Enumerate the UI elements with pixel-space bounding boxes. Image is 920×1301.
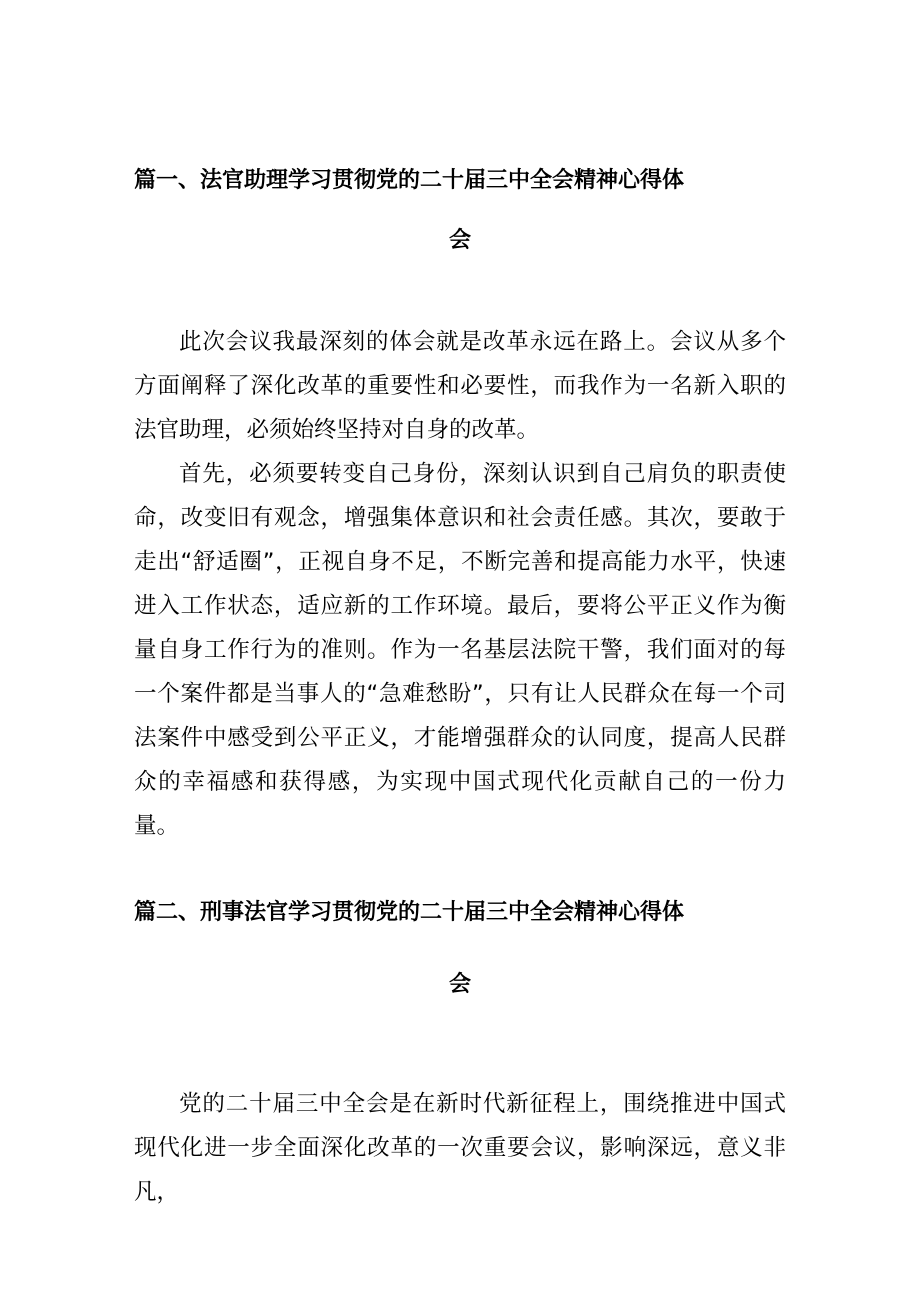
section-1-paragraph-2: 首先，必须要转变自己身份，深刻认识到自己肩负的职责使命，改变旧有观念，增强集体意识和社会责任感。其次，要敢于走出“舒适圈”，正视自身不足，不断完善和提高能力水平，快速进入工作状态，适应新的工作环境。最后，要将公平正义作为衡量自身工作行为的准则。作为一名基层法院干警，我们面对的每一个案件都是当事人的“急难愁盼”，只有让人民群众在每一个司法案件中感受到公平正义，才能增强群众的认同度，提高人民群众的幸福感和获得感，为实现中国式现代化贡献自己的一份力量。	[134, 461, 786, 839]
section-2-paragraph-1: 党的二十届三中全会是在新时代新征程上，围绕推进中国式现代化进一步全面深化改革的一次重要会议，影响深远，意义非凡，	[134, 1091, 786, 1205]
section-2-title-line2: 会	[448, 972, 471, 997]
section-1-paragraph-1: 此次会议我最深刻的体会就是改革永远在路上。会议从多个方面阐释了深化改革的重要性和必要性，而我作为一名新入职的法官助理，必须始终坚持对自身的改革。	[134, 329, 786, 443]
section-2-title-line1: 篇二、刑事法官学习贯彻党的二十届三中全会精神心得体	[134, 900, 685, 925]
section-1-title-line2: 会	[448, 228, 471, 253]
section-1-title-line1: 篇一、法官助理学习贯彻党的二十届三中全会精神心得体	[134, 168, 685, 193]
